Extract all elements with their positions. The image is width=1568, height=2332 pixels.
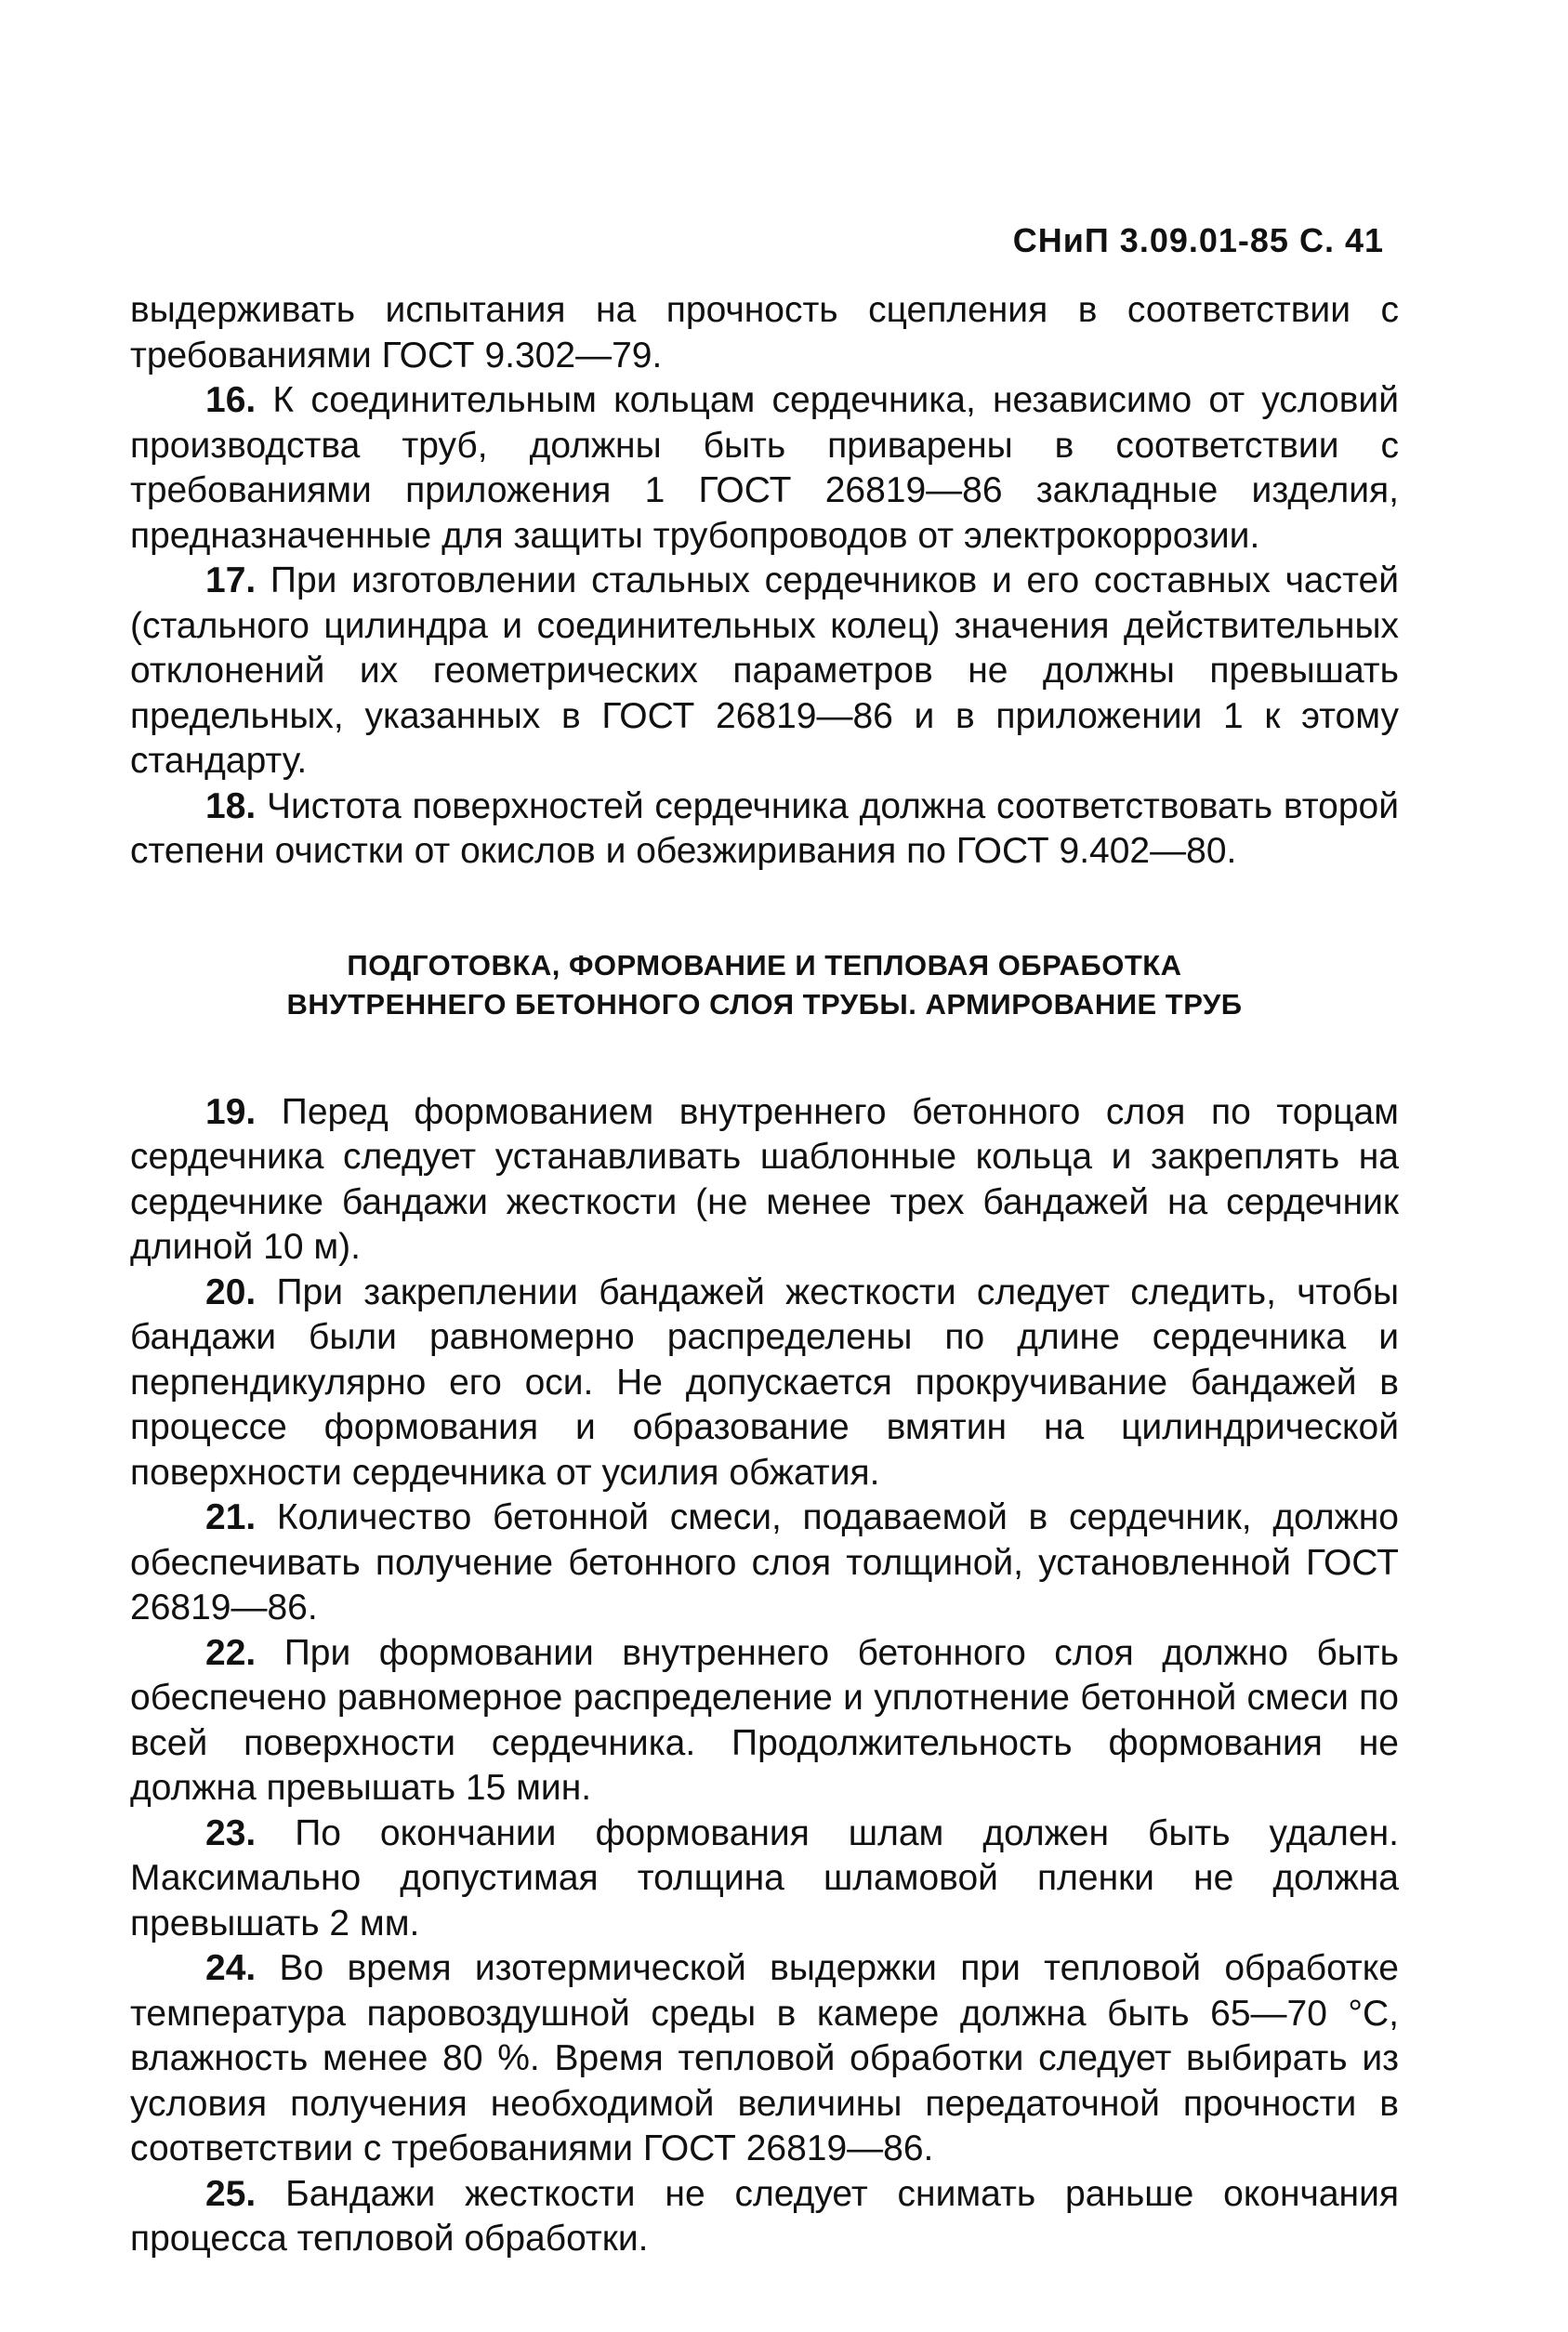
paragraph-18 [130,784,1399,875]
paragraph-25 [130,2172,1399,2262]
paragraph-text: По окончании формования шлам должен быть удален. Максимально допустимая толщина шламовой пленки не должна превышать 2 мм. [130,1812,1399,1943]
paragraph-number: 24. [205,1948,257,1988]
paragraph-22 [130,1631,1399,1812]
paragraph-text: Бандажи жесткости не следует снимать раньше окончания процесса тепловой обработки. [130,2173,1399,2259]
section-heading [130,946,1399,1024]
paragraph-text: К соединительным кольцам сердечника, независимо от условий производства труб, должны быть приварены в соответствии с требованиями приложения 1 ГОСТ 26819—86 закладные изделия, предназначенные для защиты трубопроводов от электрокоррозии. [130,380,1400,556]
paragraph-number: 17. [205,560,257,600]
running-header: СНиП 3.09.01-85 С. 41 [1012,221,1384,259]
paragraph-text: При закреплении бандажей жесткости следует следить, чтобы бандажи были равномерно распределены по длине сердечника и перпендикулярно его оси. Не допускается прокручивание бандажей в процессе формования и образование вмятин на цилиндрической поверхности сердечника от усилия обжатия. [130,1271,1399,1493]
paragraph-16 [130,378,1399,559]
paragraph-number: 21. [205,1497,257,1537]
paragraph-number: 16. [205,380,257,420]
paragraph-17 [130,559,1399,784]
section-heading-line-1: ПОДГОТОВКА, ФОРМОВАНИЕ И ТЕПЛОВАЯ ОБРАБОТКА [347,948,1182,982]
paragraph-number: 19. [205,1091,257,1132]
section-heading-line-2: ВНУТРЕННЕГО БЕТОННОГО СЛОЯ ТРУБЫ. АРМИРОВАНИЕ ТРУБ [286,987,1243,1021]
paragraph-text: Количество бетонной смеси, подаваемой в сердечник, должно обеспечивать получение бетонного слоя толщиной, установленной ГОСТ 26819—86. [130,1497,1399,1627]
paragraph-text: Чистота поверхностей сердечника должна соответствовать второй степени очистки от окислов и обезжиривания по ГОСТ 9.402—80. [130,785,1399,871]
paragraph-21 [130,1495,1399,1631]
paragraph-number: 20. [205,1271,257,1312]
paragraph-number: 18. [205,785,257,826]
paragraph-24 [130,1946,1399,2172]
paragraph-23 [130,1812,1399,1947]
paragraph-text: При изготовлении стальных сердечников и его составных частей (стального цилиндра и соединительных колец) значения действительных отклонений их геометрических параметров не должны превышать предельных, указанных в ГОСТ 26819—86 и в приложении 1 к этому стандарту. [130,560,1399,781]
document-body [130,288,1399,2262]
paragraph-number: 22. [205,1632,257,1673]
paragraph-text: Во время изотермической выдержки при тепловой обработке температура паровоздушной среды в камере должна быть 65—70 °С, влажность менее 80 %. Время тепловой обработки следует выбирать из условия получения необходимой величины передаточной прочности в соответствии с требованиями ГОСТ 26819—86. [130,1948,1399,2168]
intro-paragraph: выдерживать испытания на прочность сцепления в соответствии с требованиями ГОСТ 9.302—79. [130,290,1399,375]
paragraph-text: Перед формованием внутреннего бетонного слоя по торцам сердечника следует устанавливать шаблонные кольца и закреплять на сердечнике бандажи жесткости (не менее трех бандажей на сердечник длиной 10 м). [130,1091,1399,1267]
paragraph-19 [130,1090,1399,1271]
paragraph-text: При формовании внутреннего бетонного слоя должно быть обеспечено равномерное распределение и уплотнение бетонной смеси по всей поверхности сердечника. Продолжительность формования не должна превышать 15 мин. [130,1632,1399,1808]
paragraph-20 [130,1271,1399,1496]
paragraph-number: 23. [205,1812,257,1853]
paragraph-number: 25. [205,2173,257,2214]
